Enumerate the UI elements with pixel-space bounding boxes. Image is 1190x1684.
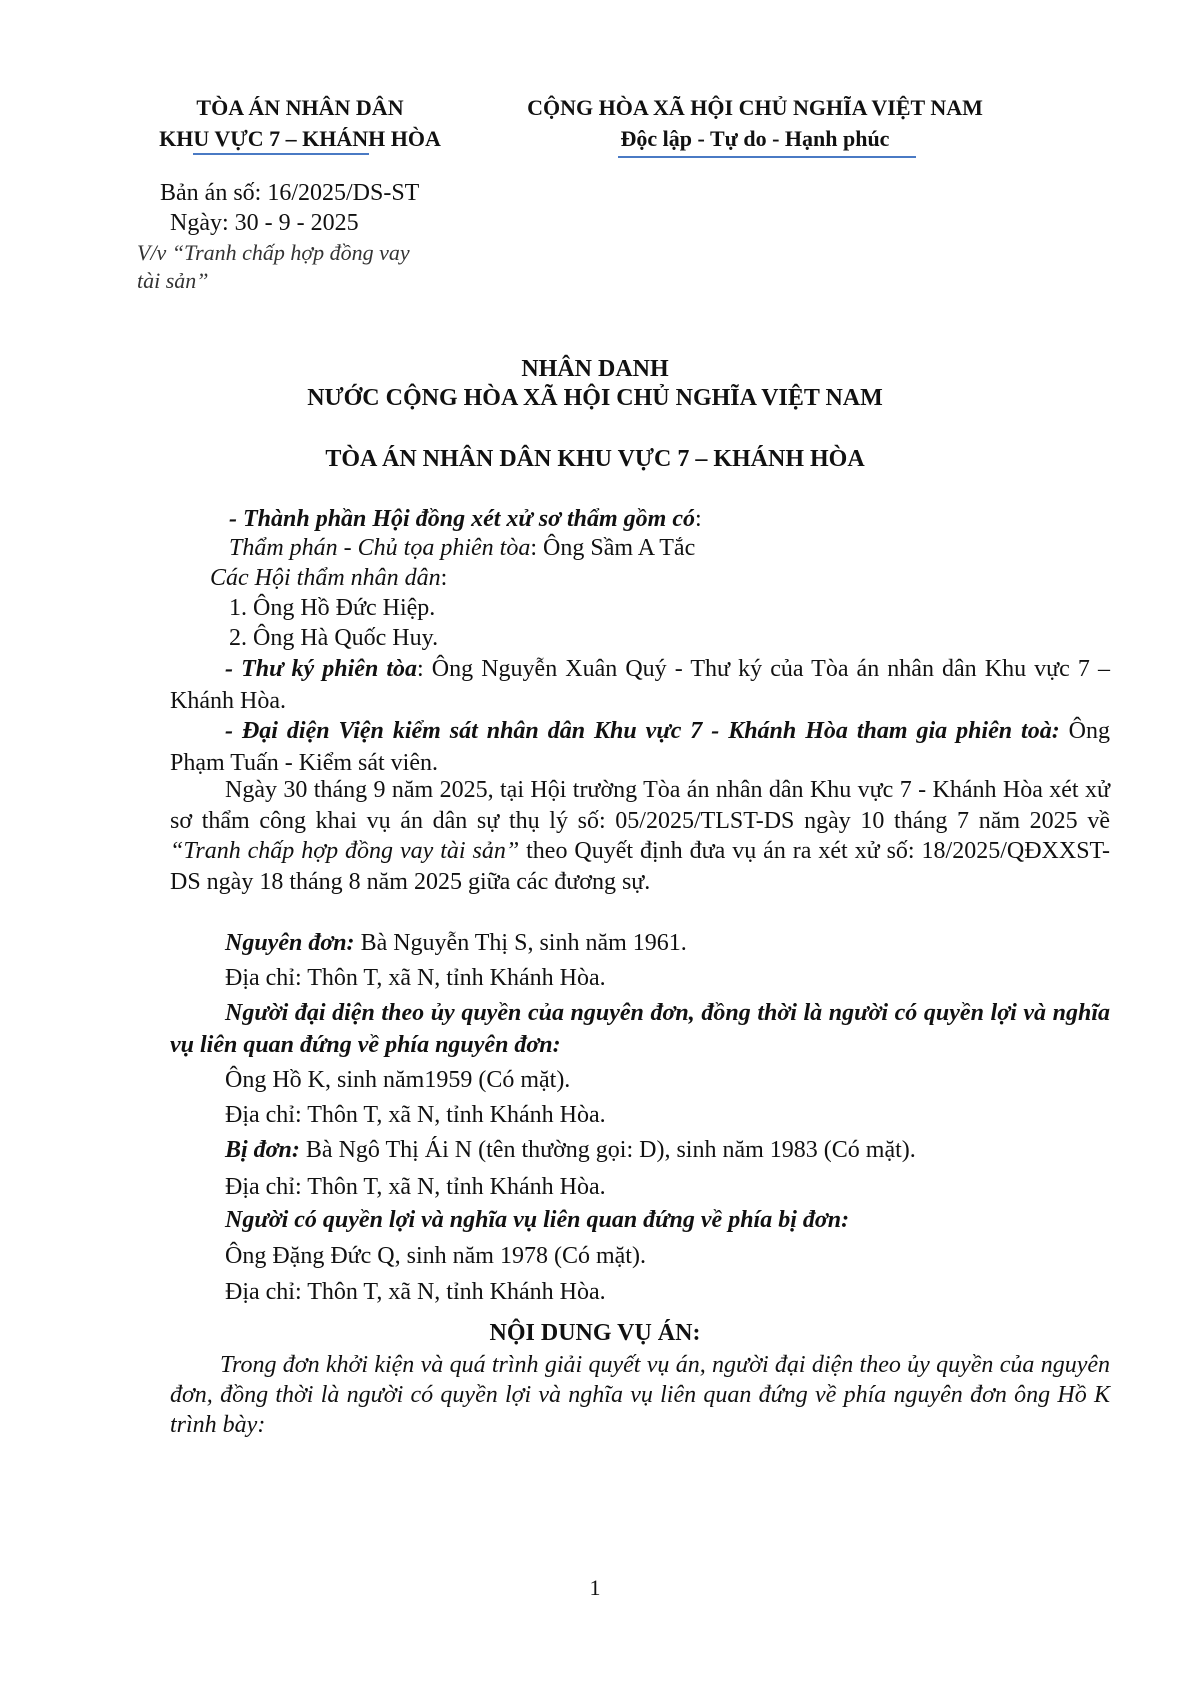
representative-text: Ông Hồ K, sinh năm1959 (Có mặt).: [225, 1067, 571, 1093]
nation-name: CỘNG HÒA XÃ HỘI CHỦ NGHĨA VIỆT NAM: [527, 95, 983, 120]
plaintiff-representative-heading: Người đại diện theo ủy quyền của nguyên đơn, đồng thời là người có quyền lợi và nghĩa vụ liên quan đứng về phía nguyên đơn:: [170, 1000, 1110, 1058]
judge-name: : Ông Sầm A Tắc: [530, 535, 696, 561]
motto-underline: [618, 156, 916, 158]
plaintiff-label: Nguyên đơn:: [225, 930, 355, 956]
hearing-paragraph: [170, 775, 1110, 897]
judgment-number: Bản án số: 16/2025/DS-ST: [160, 180, 420, 206]
representative-address: Địa chỉ: Thôn T, xã N, tỉnh Khánh Hòa.: [225, 1102, 606, 1128]
court-name-underline: [193, 153, 369, 155]
juror-1: 1. Ông Hồ Đức Hiệp.: [229, 595, 436, 621]
defendant-line: [225, 1137, 916, 1164]
jurors-label: Các Hội thẩm nhân dân: [210, 565, 441, 591]
page-number: 1: [589, 1575, 601, 1600]
related-party-address: Địa chỉ: Thôn T, xã N, tỉnh Khánh Hòa.: [225, 1279, 606, 1305]
hearing-part2: theo Quyết định đưa vụ án ra xét xử số: 18/2025/QĐXXST-DS ngày 18 tháng 8 năm 2025 giữa các đương sự.: [170, 838, 1110, 895]
plaintiff-address: Địa chỉ: Thôn T, xã N, tỉnh Khánh Hòa.: [225, 965, 606, 991]
case-content-intro: Trong đơn khởi kiện và quá trình giải quyết vụ án, người đại diện theo ủy quyền của nguyên đơn, đồng thời là người có quyền lợi và nghĩa vụ liên quan đứng về phía nguyên đơn ông Hồ K trình bày:: [170, 1352, 1110, 1438]
defendant-label: Bị đơn:: [225, 1137, 300, 1163]
procuracy-paragraph: [170, 715, 1110, 779]
judgment-date: Ngày: 30 - 9 - 2025: [170, 210, 359, 236]
court-name-block: [145, 92, 455, 154]
related-party-heading: Người có quyền lợi và nghĩa vụ liên quan đứng về phía bị đơn:: [225, 1207, 850, 1233]
jurors-line: Các Hội thẩm nhân dân:: [210, 565, 448, 591]
panel-heading-text: - Thành phần Hội đồng xét xử sơ thẩm gồm có: [229, 506, 695, 532]
panel-heading: - Thành phần Hội đồng xét xử sơ thẩm gồm có:: [229, 506, 702, 532]
court-title: TÒA ÁN NHÂN DÂN KHU VỰC 7 – KHÁNH HÒA: [325, 446, 865, 472]
related-party-text: Ông Đặng Đức Q, sinh năm 1978 (Có mặt).: [225, 1243, 646, 1269]
case-subject-line1: V/v “Tranh chấp hợp đồng vay: [137, 240, 410, 265]
republic-title: NƯỚC CỘNG HÒA XÃ HỘI CHỦ NGHĨA VIỆT NAM: [307, 385, 883, 411]
clerk-text: : Ông Nguyễn Xuân Quý - Thư ký của Tòa án nhân dân Khu vực 7 – Khánh Hòa.: [170, 656, 1110, 714]
juror-2: 2. Ông Hà Quốc Huy.: [229, 625, 439, 651]
clerk-label: - Thư ký phiên tòa: [225, 656, 418, 682]
hearing-subject: “Tranh chấp hợp đồng vay tài sản”: [170, 838, 520, 864]
defendant-text: Bà Ngô Thị Ái N (tên thường gọi: D), sinh năm 1983 (Có mặt).: [299, 1137, 916, 1163]
judge-line: [229, 535, 695, 562]
procuracy-label: - Đại diện Viện kiểm sát nhân dân Khu vực 7 - Khánh Hòa tham gia phiên toà:: [225, 718, 1060, 744]
court-name-line2: KHU VỰC 7 – KHÁNH HÒA: [159, 126, 441, 151]
case-content-heading: NỘI DUNG VỤ ÁN:: [489, 1320, 701, 1346]
hearing-part1: Ngày 30 tháng 9 năm 2025, tại Hội trường Tòa án nhân dân Khu vực 7 - Khánh Hòa xét xử sơ thẩm công khai vụ án dân sự thụ lý số: 05/2025/TLST-DS ngày 10 tháng 7 năm 2025 về: [170, 777, 1110, 834]
defendant-address: Địa chỉ: Thôn T, xã N, tỉnh Khánh Hòa.: [225, 1174, 606, 1200]
judge-label: Thẩm phán - Chủ tọa phiên tòa: [229, 535, 531, 561]
plaintiff-line: [225, 930, 687, 957]
plaintiff-text: Bà Nguyễn Thị S, sinh năm 1961.: [354, 930, 687, 956]
motto: Độc lập - Tự do - Hạnh phúc: [620, 126, 890, 151]
in-name-title: NHÂN DANH: [521, 356, 669, 382]
court-name-line1: TÒA ÁN NHÂN DÂN: [196, 95, 404, 120]
procuracy-text: Ông Phạm Tuấn - Kiểm sát viên.: [170, 718, 1110, 776]
national-motto-block: [500, 92, 1010, 154]
clerk-paragraph: [170, 653, 1110, 717]
case-subject-line2: tài sản”: [137, 268, 209, 293]
